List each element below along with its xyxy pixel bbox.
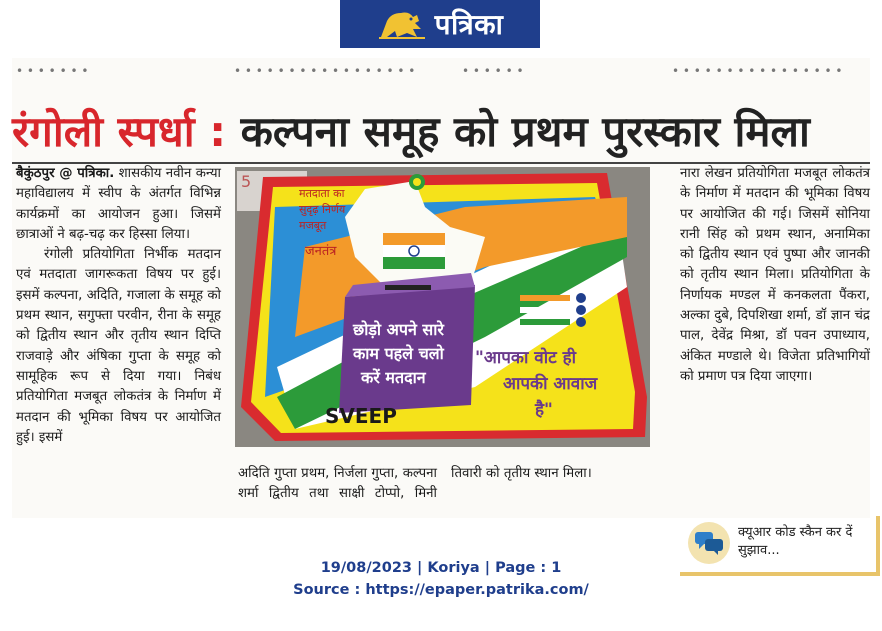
masthead: [340, 0, 540, 48]
svg-text:जनतंत्र: जनतंत्र: [305, 244, 337, 259]
cut-previous-article: • • • • • • • • • • • • • • • • • • • • • • • • • • • • • • • • • • • • • • • • • • • • • •: [16, 64, 843, 78]
ballot-box-text-1: छोड़ो अपने सारे: [353, 320, 444, 339]
svg-text:मतदाता का: मतदाता का: [299, 187, 345, 200]
headline-prefix: रंगोली स्पर्धा :: [12, 107, 226, 156]
rangoli-photo: [235, 167, 650, 447]
left-paragraph-2: रंगोली प्रतियोगिता निर्भीक मतदान एवं मतदाता जागरूकता विषय पर हुई। इसमें कल्पना, अदिति, गजाला के समूह को प्रथम स्थान, सगुफ्ता परवीन, रीना के समूह को द्वितीय स्थान और तृतीय स्थान दिप्ति राजवाड़े और अंषिका गुप्ता के समूह को सामूहिक रूप से दिया गया। निबंध प्रतियोगिता मजबूत लोकतंत्र के निर्माण में मतदान की भूमिका विषय पर आयोजित हुई। इसमें: [16, 247, 221, 445]
right-column: [680, 164, 870, 387]
masthead-brand: पत्रिका: [434, 8, 504, 41]
sveep-text: SVEEP: [325, 404, 397, 428]
lion-logo-icon: [377, 7, 427, 41]
headline: [12, 103, 870, 161]
footer-source-line: Source : https://epaper.patrika.com/: [293, 582, 589, 598]
slogan-line-2: आपकी आवाज: [503, 374, 598, 394]
ballot-box-text-3: करें मतदान: [361, 368, 426, 387]
svg-text:सुदृढ़ निर्णय: सुदृढ़ निर्णय: [299, 203, 346, 216]
qr-text: क्यूआर कोड स्कैन कर दें सुझाव...: [738, 525, 853, 558]
dateline: बैकुंठपुर @ पत्रिका.: [16, 166, 115, 181]
right-paragraph: नारा लेखन प्रतियोगिता मजबूत लोकतंत्र के निर्माण में मतदान की भूमिका विषय पर आयोजित की गई। जिसमें सोनिया रानी सिंह को प्रथम स्थान, अनामिका को द्वितीय स्थान एवं पुष्पा और जानकी को तृतीय स्थान मिला। प्रतियोगिता के निर्णायक मण्डल में कनकलता पैंकरा, अल्का दुबे, दिपशिखा शर्मा, डॉ ज्ञान चंद्र पाल, देवेंद्र मिश्रा, डॉ पवन उपाध्याय, अंकित मण्डाले थे। विजेता प्रतिभागियों को प्रमाण पत्र दिया जाएगा।: [680, 166, 870, 384]
left-column: [16, 164, 221, 448]
footer-date-line: 19/08/2023 | Koriya | Page : 1: [320, 560, 562, 576]
photo-caption: अदिति गुप्ता प्रथम, निर्जला गुप्ता, कल्पना शर्मा द्वितीय तथा साक्षी टोप्पो, मिनी तिवारी को तृतीय स्थान मिला।: [238, 466, 592, 501]
slogan-line-3: है": [535, 400, 553, 420]
ballot-box-text-2: काम पहले चलो: [353, 344, 444, 363]
left-paragraph-1: शासकीय नवीन कन्या महाविद्यालय में स्वीप के अंतर्गत विभिन्न कार्यक्रमों का आयोजन हुआ। जिसमें छात्राओं ने बढ़-चढ़ कर हिस्सा लिया।: [16, 166, 221, 242]
svg-text:मजबूत: मजबूत: [299, 219, 327, 232]
chat-bubbles-icon: [688, 522, 730, 564]
slogan-line-1: "आपका वोट ही: [475, 348, 577, 368]
headline-main: कल्पना समूह को प्रथम पुरस्कार मिला: [226, 107, 810, 156]
photo-number: 5: [241, 172, 252, 191]
